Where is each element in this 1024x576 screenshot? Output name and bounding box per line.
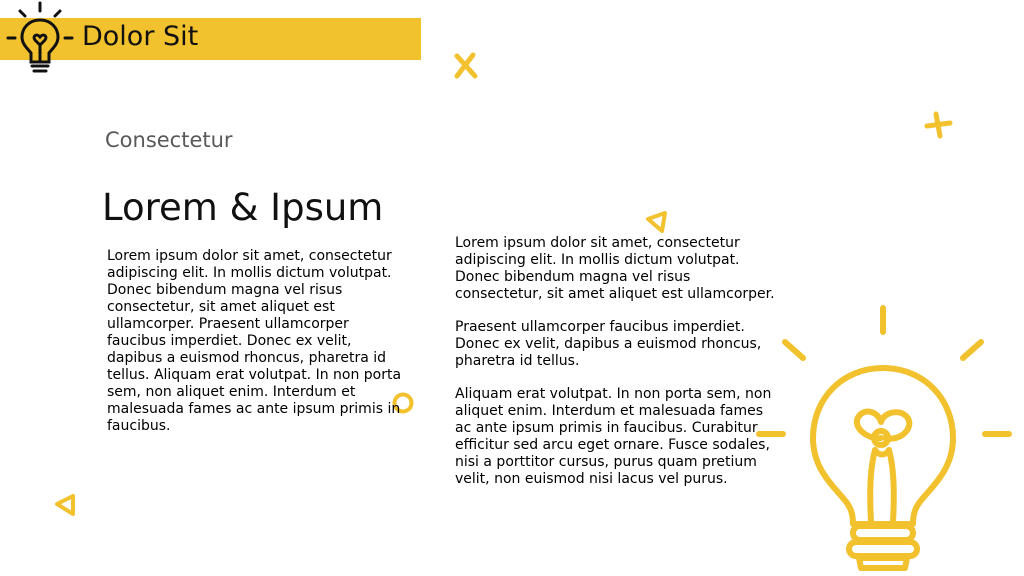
- cross-icon: [449, 50, 481, 82]
- lightbulb-icon: [755, 300, 1015, 576]
- body-text-left: Lorem ipsum dolor sit amet, consectetur adipiscing elit. In mollis dictum volutpat. Donec bibendum magna vel risus consectetur, sit amet aliquet est ullamcorper. Praesent ullamcorper faucibus imperdiet. Donec ex velit, dapibus a euismod rhoncus, pharetra id tellus. Aliquam erat volutpat. In non porta sem, non aliquet enim. Interdum et malesuada fames ac ante ipsum primis in faucibus.: [107, 248, 402, 434]
- paragraph: Aliquam erat volutpat. In non porta sem, non aliquet enim. Interdum et malesuada fames ac ante ipsum primis in faucibus. Curabitur efficitur sed arcu eget ornare. Fusce sodales, nisi a porttitor cursus, purus quam pretium velit, non euismod nisi lacus vel purus.: [455, 386, 772, 487]
- paragraph: Praesent ullamcorper faucibus imperdiet. Donec ex velit, dapibus a euismod rhoncus, pharetra id tellus.: [455, 319, 762, 369]
- body-text-right: [455, 235, 775, 504]
- triangle-icon: [53, 492, 79, 518]
- paragraph: Lorem ipsum dolor sit amet, consectetur adipiscing elit. In mollis dictum volutpat. Donec bibendum magna vel risus consectetur, sit amet aliquet est ullamcorper.: [455, 235, 775, 302]
- page-heading: Lorem & Ipsum: [102, 186, 384, 229]
- triangle-icon: [644, 210, 670, 236]
- cross-icon: [924, 110, 954, 140]
- lightbulb-logo-icon: [0, 0, 80, 80]
- subtitle: Consectetur: [105, 128, 233, 152]
- header-title: Dolor Sit: [82, 21, 199, 52]
